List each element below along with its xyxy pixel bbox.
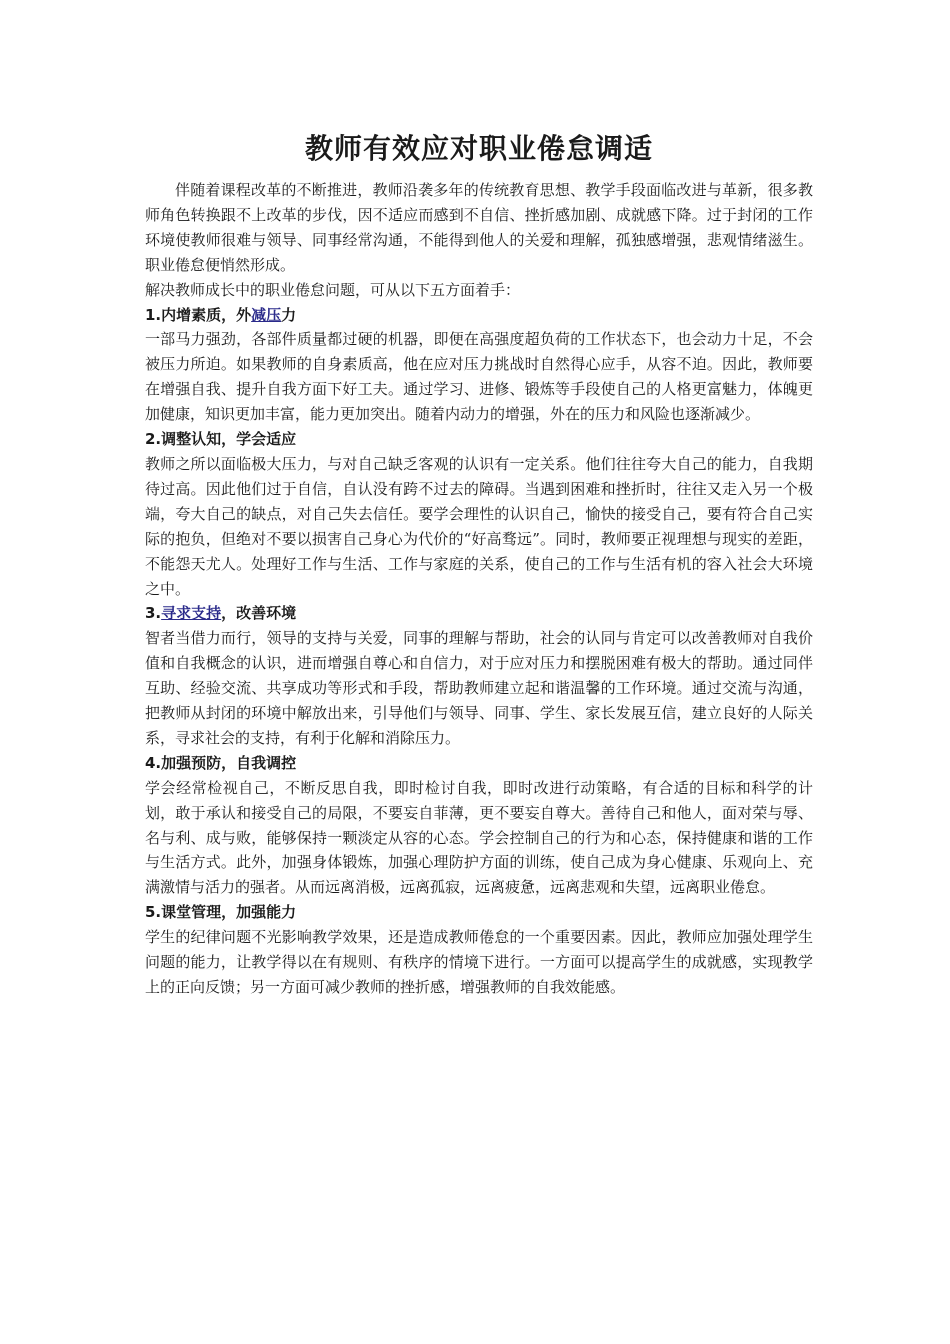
section-4-heading: 4.加强预防，自我调控 (145, 753, 297, 772)
section-3-heading (145, 601, 813, 626)
section-5-body: 学生的纪律问题不光影响教学效果，还是造成教师倦怠的一个重要因素。因此，教师应加强处理学生问题的能力，让教学得以在有规则、有秩序的情境下进行。一方面可以提高学生的成就感，实现教学上的正向反馈；另一方面可减少教师的挫折感，增强教师的自我效能感。 (145, 928, 813, 996)
section-3-heading-prefix: 3. (145, 604, 162, 623)
section-3-heading-suffix: ，改善环境 (221, 604, 297, 623)
lead-paragraph: 解决教师成长中的职业倦怠问题，可从以下五方面着手： (145, 280, 521, 299)
link-seek-support[interactable]: 寻求支持 (161, 604, 222, 623)
link-reduce-stress[interactable]: 减压 (251, 305, 282, 324)
section-1-heading-suffix: 力 (281, 305, 297, 324)
intro-paragraph: 伴随着课程改革的不断推进，教师沿袭多年的传统教育思想、教学手段面临改进与革新，很多教师角色转换跟不上改革的步伐，因不适应而感到不自信、挫折感加剧、成就感下降。过于封闭的工作环境使教师很难与领导、同事经常沟通，不能得到他人的关爱和理解，孤独感增强，悲观情绪滋生。职业倦怠便悄然形成。 (145, 181, 813, 274)
document-body (145, 128, 813, 1000)
section-5-heading: 5.课堂管理，加强能力 (145, 903, 297, 922)
section-2-body: 教师之所以面临极大压力，与对自己缺乏客观的认识有一定关系。他们往往夸大自己的能力，自我期待过高。因此他们过于自信，自认没有跨不过去的障碍。当遇到困难和挫折时，往往又走入另一个极端，夸大自己的缺点，对自己失去信任。要学会理性的认识自己，愉快的接受自己，要有符合自己实际的抱负，但绝对不要以损害自己身心为代价的“好高骛远”。同时，教师要正视理想与现实的差距，不能怨天尤人。处理好工作与生活、工作与家庭的关系，使自己的工作与生活有机的容入社会大环境之中。 (145, 454, 813, 598)
section-3-body: 智者当借力而行，领导的支持与关爱，同事的理解与帮助，社会的认同与肯定可以改善教师对自我价值和自我概念的认识，进而增强自尊心和自信力，对于应对压力和摆脱困难有极大的帮助。通过同伴互助、经验交流、共享成功等形式和手段，帮助教师建立起和谐温馨的工作环境。通过交流与沟通，把教师从封闭的环境中解放出来，引导他们与领导、同事、学生、家长发展互信，建立良好的人际关系，寻求社会的支持，有利于化解和消除压力。 (145, 629, 813, 747)
section-1-heading (145, 303, 813, 328)
section-4-body: 学会经常检视自己，不断反思自我，即时检讨自我，即时改进行动策略，有合适的目标和科学的计划，敢于承认和接受自己的局限，不要妄自菲薄，更不要妄自尊大。善待自己和他人，面对荣与辱、名与利、成与败，能够保持一颗淡定从容的心态。学会控制自己的行为和心态，保持健康和谐的工作与生活方式。此外，加强身体锻炼，加强心理防护方面的训练，使自己成为身心健康、乐观向上、充满激情与活力的强者。从而远离消极，远离孤寂，远离疲惫，远离悲观和失望，远离职业倦怠。 (145, 778, 813, 897)
section-1-heading-prefix: 1.内增素质，外 (145, 305, 252, 324)
document-title: 教师有效应对职业倦怠调适 (304, 132, 653, 165)
section-2-heading: 2.调整认知，学会适应 (145, 430, 297, 449)
section-1-body: 一部马力强劲，各部件质量都过硬的机器，即便在高强度超负荷的工作状态下，也会动力十足，不会被压力所迫。如果教师的自身素质高，他在应对压力挑战时自然得心应手，从容不迫。因此，教师要在增强自我、提升自我方面下好工夫。通过学习、进修、锻炼等手段使自己的人格更富魅力，体魄更加健康，知识更加丰富，能力更加突出。随着内动力的增强，外在的压力和风险也逐渐减少。 (145, 330, 813, 424)
